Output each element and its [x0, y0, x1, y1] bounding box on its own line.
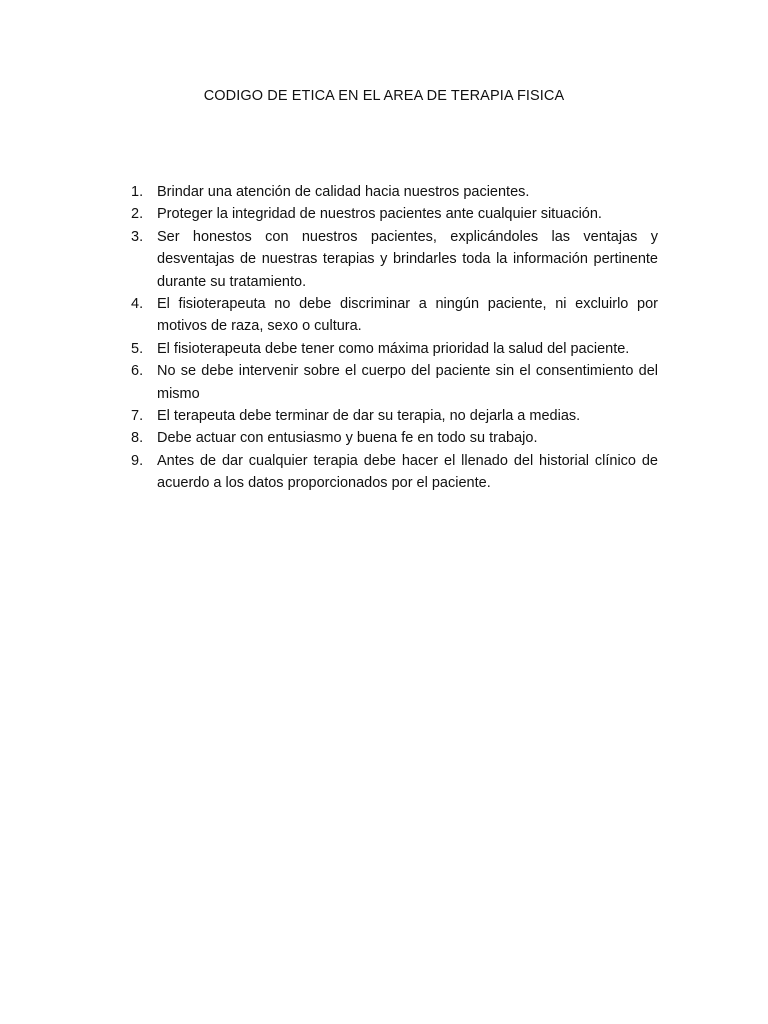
list-item — [128, 405, 658, 427]
list-item-number: 1. — [131, 184, 144, 200]
list-item — [128, 427, 658, 449]
list-item — [128, 293, 658, 338]
list-item — [128, 181, 658, 203]
list-item-text: Brindar una atención de calidad hacia nuestros pacientes. — [157, 184, 530, 200]
list-item-number: 6. — [131, 363, 144, 380]
list-item-number: 3. — [131, 228, 144, 245]
document-title-text: CODIGO DE ETICA EN EL AREA DE TERAPIA FISICA — [203, 88, 565, 104]
list-item-text: Debe actuar con entusiasmo y buena fe en todo su trabajo. — [157, 430, 538, 447]
list-item-number: 4. — [131, 296, 144, 313]
list-item-text: Ser honestos con nuestros pacientes, explicándoles las ventajas y desventajas de nuestras terapias y brindarles toda la información pertinente durante su tratamiento. — [157, 228, 658, 290]
list-item — [128, 360, 658, 405]
list-item-number: 2. — [131, 206, 144, 223]
list-item — [128, 203, 658, 225]
list-item-number: 8. — [131, 430, 144, 447]
list-item — [128, 338, 658, 360]
list-item-text: El terapeuta debe terminar de dar su terapia, no dejarla a medias. — [157, 408, 581, 425]
list-item-text: Antes de dar cualquier terapia debe hacer el llenado del historial clínico de acuerdo a los datos proporcionados por el paciente. — [157, 452, 658, 492]
list-item — [128, 450, 658, 495]
document-title — [0, 88, 768, 104]
list-item — [128, 226, 658, 293]
list-item-text: No se debe intervenir sobre el cuerpo del paciente sin el consentimiento del mismo — [157, 363, 658, 402]
list-item-text: El fisioterapeuta debe tener como máxima prioridad la salud del paciente. — [157, 340, 630, 357]
list-item-text: Proteger la integridad de nuestros pacientes ante cualquier situación. — [157, 206, 602, 223]
list-item-number: 7. — [131, 408, 144, 425]
list-item-text: El fisioterapeuta no debe discriminar a ningún paciente, ni excluirlo por motivos de raza, sexo o cultura. — [157, 296, 658, 335]
list-item-number: 9. — [131, 452, 144, 469]
ethics-rules-list — [128, 181, 658, 495]
list-item-number: 5. — [131, 340, 144, 357]
